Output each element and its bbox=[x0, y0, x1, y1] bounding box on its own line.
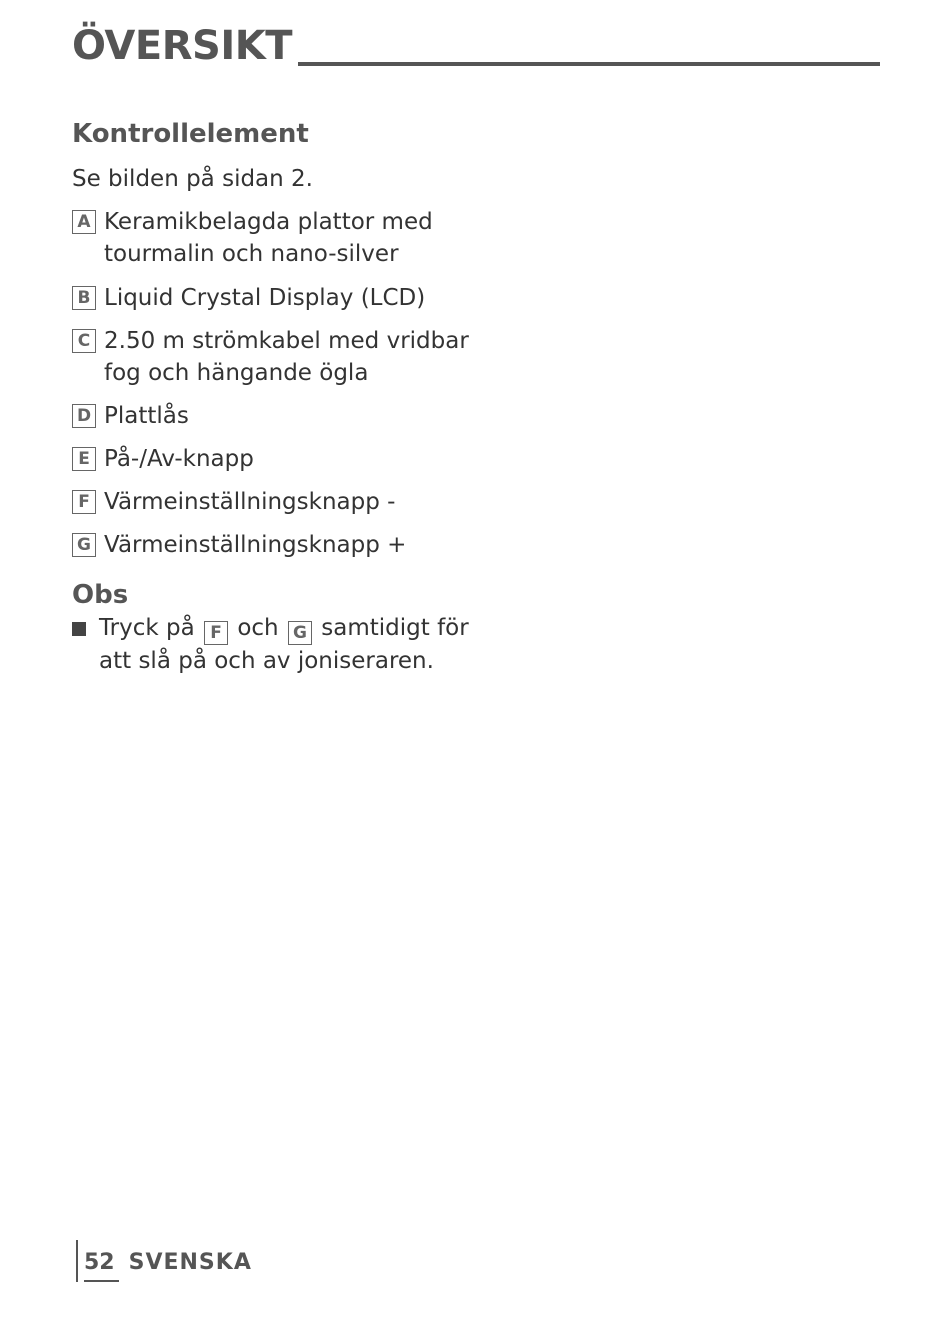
page-header bbox=[72, 20, 880, 68]
page-number: 52 bbox=[84, 1248, 119, 1282]
item-a-line-2: tourmalin och nano-silver bbox=[104, 241, 399, 267]
control-item-c bbox=[72, 325, 492, 389]
inline-letter-box-g: G bbox=[288, 621, 312, 645]
control-item-a bbox=[72, 206, 492, 270]
footer-language: SVENSKA bbox=[128, 1250, 252, 1275]
note-part-2: och bbox=[237, 615, 279, 641]
intro-text: Se bilden på sidan 2. bbox=[72, 166, 313, 192]
item-a-line-1: Keramikbelagda plattor med bbox=[104, 209, 433, 235]
footer-vertical-rule bbox=[76, 1240, 78, 1282]
control-item-d bbox=[72, 400, 492, 432]
letter-box-b: B bbox=[72, 286, 96, 310]
control-item-b bbox=[72, 282, 492, 314]
note-line-1 bbox=[72, 612, 492, 645]
control-item-e bbox=[72, 443, 492, 475]
item-c-line-2: fog och hängande ögla bbox=[104, 360, 369, 386]
page-title: ÖVERSIKT bbox=[72, 23, 292, 69]
control-item-f bbox=[72, 486, 492, 518]
item-f-line-1: Värmeinställningsknapp - bbox=[104, 489, 396, 515]
inline-letter-box-f: F bbox=[204, 621, 228, 645]
header-rule bbox=[298, 62, 880, 66]
letter-box-a: A bbox=[72, 210, 96, 234]
item-g-line-1: Värmeinställningsknapp + bbox=[104, 532, 407, 558]
note-line-2: att slå på och av joniseraren. bbox=[99, 648, 434, 674]
item-e-line-1: På-/Av-knapp bbox=[104, 446, 254, 472]
note-heading: Obs bbox=[72, 580, 129, 610]
note-block bbox=[72, 612, 492, 677]
note-text-line-1 bbox=[99, 612, 469, 645]
letter-box-d: D bbox=[72, 404, 96, 428]
letter-box-f: F bbox=[72, 490, 96, 514]
note-part-3: samtidigt för bbox=[321, 615, 469, 641]
control-item-g bbox=[72, 529, 492, 561]
letter-box-c: C bbox=[72, 329, 96, 353]
page-footer bbox=[76, 1240, 252, 1282]
letter-box-e: E bbox=[72, 447, 96, 471]
note-part-1: Tryck på bbox=[99, 615, 195, 641]
item-b-line-1: Liquid Crystal Display (LCD) bbox=[104, 285, 426, 311]
item-d-line-1: Plattlås bbox=[104, 403, 189, 429]
section-heading: Kontrollelement bbox=[72, 119, 309, 149]
square-bullet-icon bbox=[72, 622, 86, 636]
item-c-line-1: 2.50 m strömkabel med vridbar bbox=[104, 328, 469, 354]
letter-box-g: G bbox=[72, 533, 96, 557]
